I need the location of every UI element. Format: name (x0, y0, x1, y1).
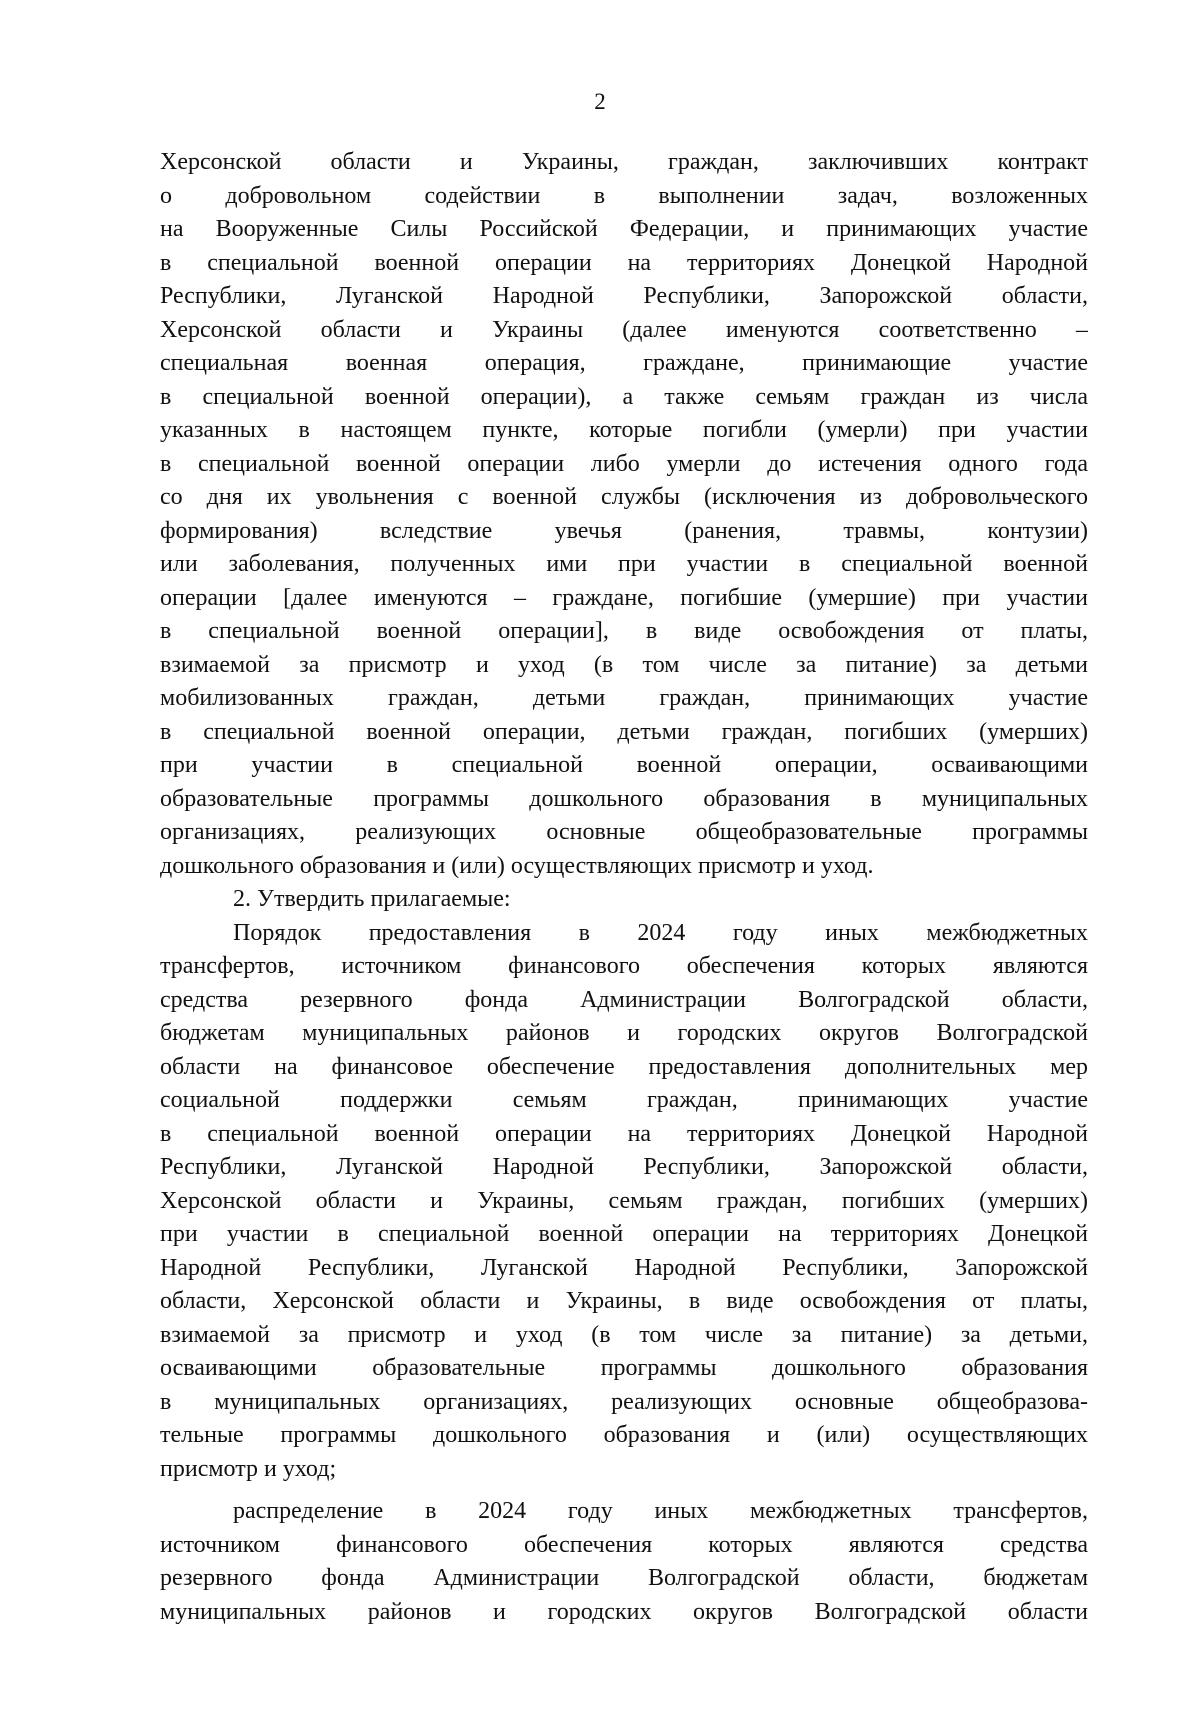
text-line: Республики, Луганской Народной Республики, Запорожской области, (160, 283, 1088, 309)
text-line: взимаемой за присмотр и уход (в том числе за питание) за детьми, (160, 1321, 1088, 1348)
text-line: в специальной военной операции на территориях Донецкой Народной (160, 249, 1088, 276)
text-line: на Вооруженные Силы Российской Федерации, и принимающих участие (160, 216, 1088, 242)
paragraph-3 (160, 1495, 1088, 1629)
text-line: резервного фонда Администрации Волгоградской области, бюджетам (160, 1565, 1088, 1591)
text-line: дошкольного образования и (или) осуществляющих присмотр и уход. (160, 852, 874, 879)
text-line: в специальной военной операции либо умерли до истечения одного года (160, 450, 1088, 477)
text-line: указанных в настоящем пункте, которые погибли (умерли) при участии (160, 417, 1088, 443)
text-line: средства резервного фонда Администрации Волгоградской области, (160, 986, 1088, 1013)
document-body (160, 146, 1088, 1629)
text-line: Херсонской области и Украины (далее именуются соответственно – (160, 316, 1088, 343)
text-line: при участии в специальной военной операции на территориях Донецкой (160, 1221, 1088, 1247)
paragraph-1 (160, 146, 1088, 883)
text-line: о добровольном содействии в выполнении задач, возложенных (160, 182, 1088, 209)
text-line: в специальной военной операции, детьми граждан, погибших (умерших) (160, 718, 1088, 745)
text-line: области, Херсонской области и Украины, в виде освобождения от платы, (160, 1288, 1088, 1314)
text-line: в специальной военной операции на территориях Донецкой Народной (160, 1120, 1088, 1147)
text-line: Порядок предоставления в 2024 году иных межбюджетных (233, 919, 1088, 946)
paragraph-2 (160, 917, 1088, 1487)
text-line: формирования) вследствие увечья (ранения, травмы, контузии) (160, 517, 1088, 544)
text-line: Народной Республики, Луганской Народной Республики, Запорожской (160, 1254, 1088, 1281)
text-line: в специальной военной операции], в виде освобождения от платы, (160, 618, 1088, 644)
text-line: осваивающими образовательные программы дошкольного образования (160, 1355, 1088, 1381)
text-line: организациях, реализующих основные общеобразовательные программы (160, 819, 1088, 845)
text-line: муниципальных районов и городских округов Волгоградской области (160, 1598, 1088, 1625)
text-line: взимаемой за присмотр и уход (в том числе за питание) за детьми (160, 651, 1088, 678)
text-line: или заболевания, полученных ими при участии в специальной военной (160, 551, 1088, 577)
text-line: присмотр и уход; (160, 1455, 337, 1482)
text-line: бюджетам муниципальных районов и городских округов Волгоградской (160, 1020, 1088, 1046)
text-line: со дня их увольнения с военной службы (исключения из добровольческого (160, 484, 1088, 510)
text-line: при участии в специальной военной операции, осваивающими (160, 752, 1088, 778)
text-line: операции [далее именуются – граждане, погибшие (умершие) при участии (160, 584, 1088, 611)
text-line: Херсонской области и Украины, граждан, заключивших контракт (160, 149, 1088, 175)
text-line: в специальной военной операции), а также семьям граждан из числа (160, 383, 1088, 410)
page-number: 2 (594, 89, 606, 114)
text-line: социальной поддержки семьям граждан, принимающих участие (160, 1087, 1088, 1113)
text-line: Херсонской области и Украины, семьям граждан, погибших (умерших) (160, 1187, 1088, 1214)
text-line: мобилизованных граждан, детьми граждан, принимающих участие (160, 685, 1088, 711)
text-line: трансфертов, источником финансового обеспечения которых являются (160, 953, 1088, 979)
text-line: Республики, Луганской Народной Республики, Запорожской области, (160, 1154, 1088, 1180)
text-line: в муниципальных организациях, реализующих основные общеобразова- (160, 1388, 1088, 1415)
paragraph-spacer (160, 1486, 1088, 1495)
text-line: образовательные программы дошкольного образования в муниципальных (160, 785, 1088, 812)
text-line: специальная военная операция, граждане, принимающие участие (160, 350, 1088, 376)
text-line: области на финансовое обеспечение предоставления дополнительных мер (160, 1053, 1088, 1080)
text-line: распределение в 2024 году иных межбюджетных трансфертов, (233, 1498, 1088, 1524)
text-line: тельные программы дошкольного образования и (или) осуществляющих (160, 1422, 1088, 1448)
text-line: источником финансового обеспечения которых являются средства (160, 1531, 1088, 1558)
item-2-heading: 2. Утвердить прилагаемые: (233, 886, 511, 912)
